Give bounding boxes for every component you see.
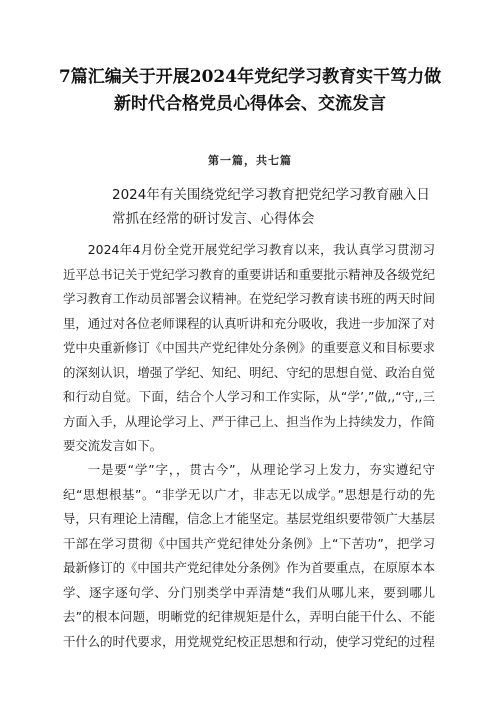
title-line-2: 新时代合格党员心得体会、交流发言 [114, 94, 386, 114]
part-label: 第一篇，共七篇 [208, 154, 292, 167]
title-line-1: 7篇汇编关于开展2024年党纪学习教育实干笃力做 [58, 67, 442, 87]
document-title [40, 64, 460, 118]
body-paragraph-1: 2024年4月份全党开展党纪学习教育以来，我认真学习贯沏习近平总书记关于党纪学习教育的重要讲话和重要批示精神及各级党纪学习教育工作动员部署会议精神。在党纪学习教育读书班的两天时间里，通过对各位老师课程的认真听讲和充分吸收，我进一步加深了对党中央重新修订《中国共产党纪律处分条例》的重要意义和目标要求的深刻认识，增强了学纪、知纪、明纪、守纪的思想自觉、政治自觉和行动自觉。下面，结合个人学习和工作实际，从“学’,”做,,“守,,三方面入手，从理论学习上、严于律己上、担当作为上持续发力，作简要交流发言如下。 [63, 242, 435, 453]
section-subtitle: 2024年有关围绕党纪学习教育把党纪学习教育融入日常抓在经常的研讨发言、心得体会 [112, 187, 430, 227]
body-paragraph-2: 一是要“学”字，，贯古今”，从理论学习上发力，夯实遵纪守纪“思想根基”。“非学无以广才，非志无以成学。”思想是行动的先导，只有理论上清醒，信念上才能坚定。基层党组织要带领广大基层干部在学习贯彻《中国共产党纪律处分条例》上“下苦功”，把学习最新修订的《中国共产党纪律处分条例》作为首要重点，在原原本本学、逐字逐句学、分门别类学中弄清楚“我们从哪儿来，要到哪儿去”的根本问题，明晰党的纪律规矩是什么，弄明白能干什么、不能干什么的时代要求，用党规党纪校正思想和行动，使学习党纪的过程 [63, 462, 435, 649]
